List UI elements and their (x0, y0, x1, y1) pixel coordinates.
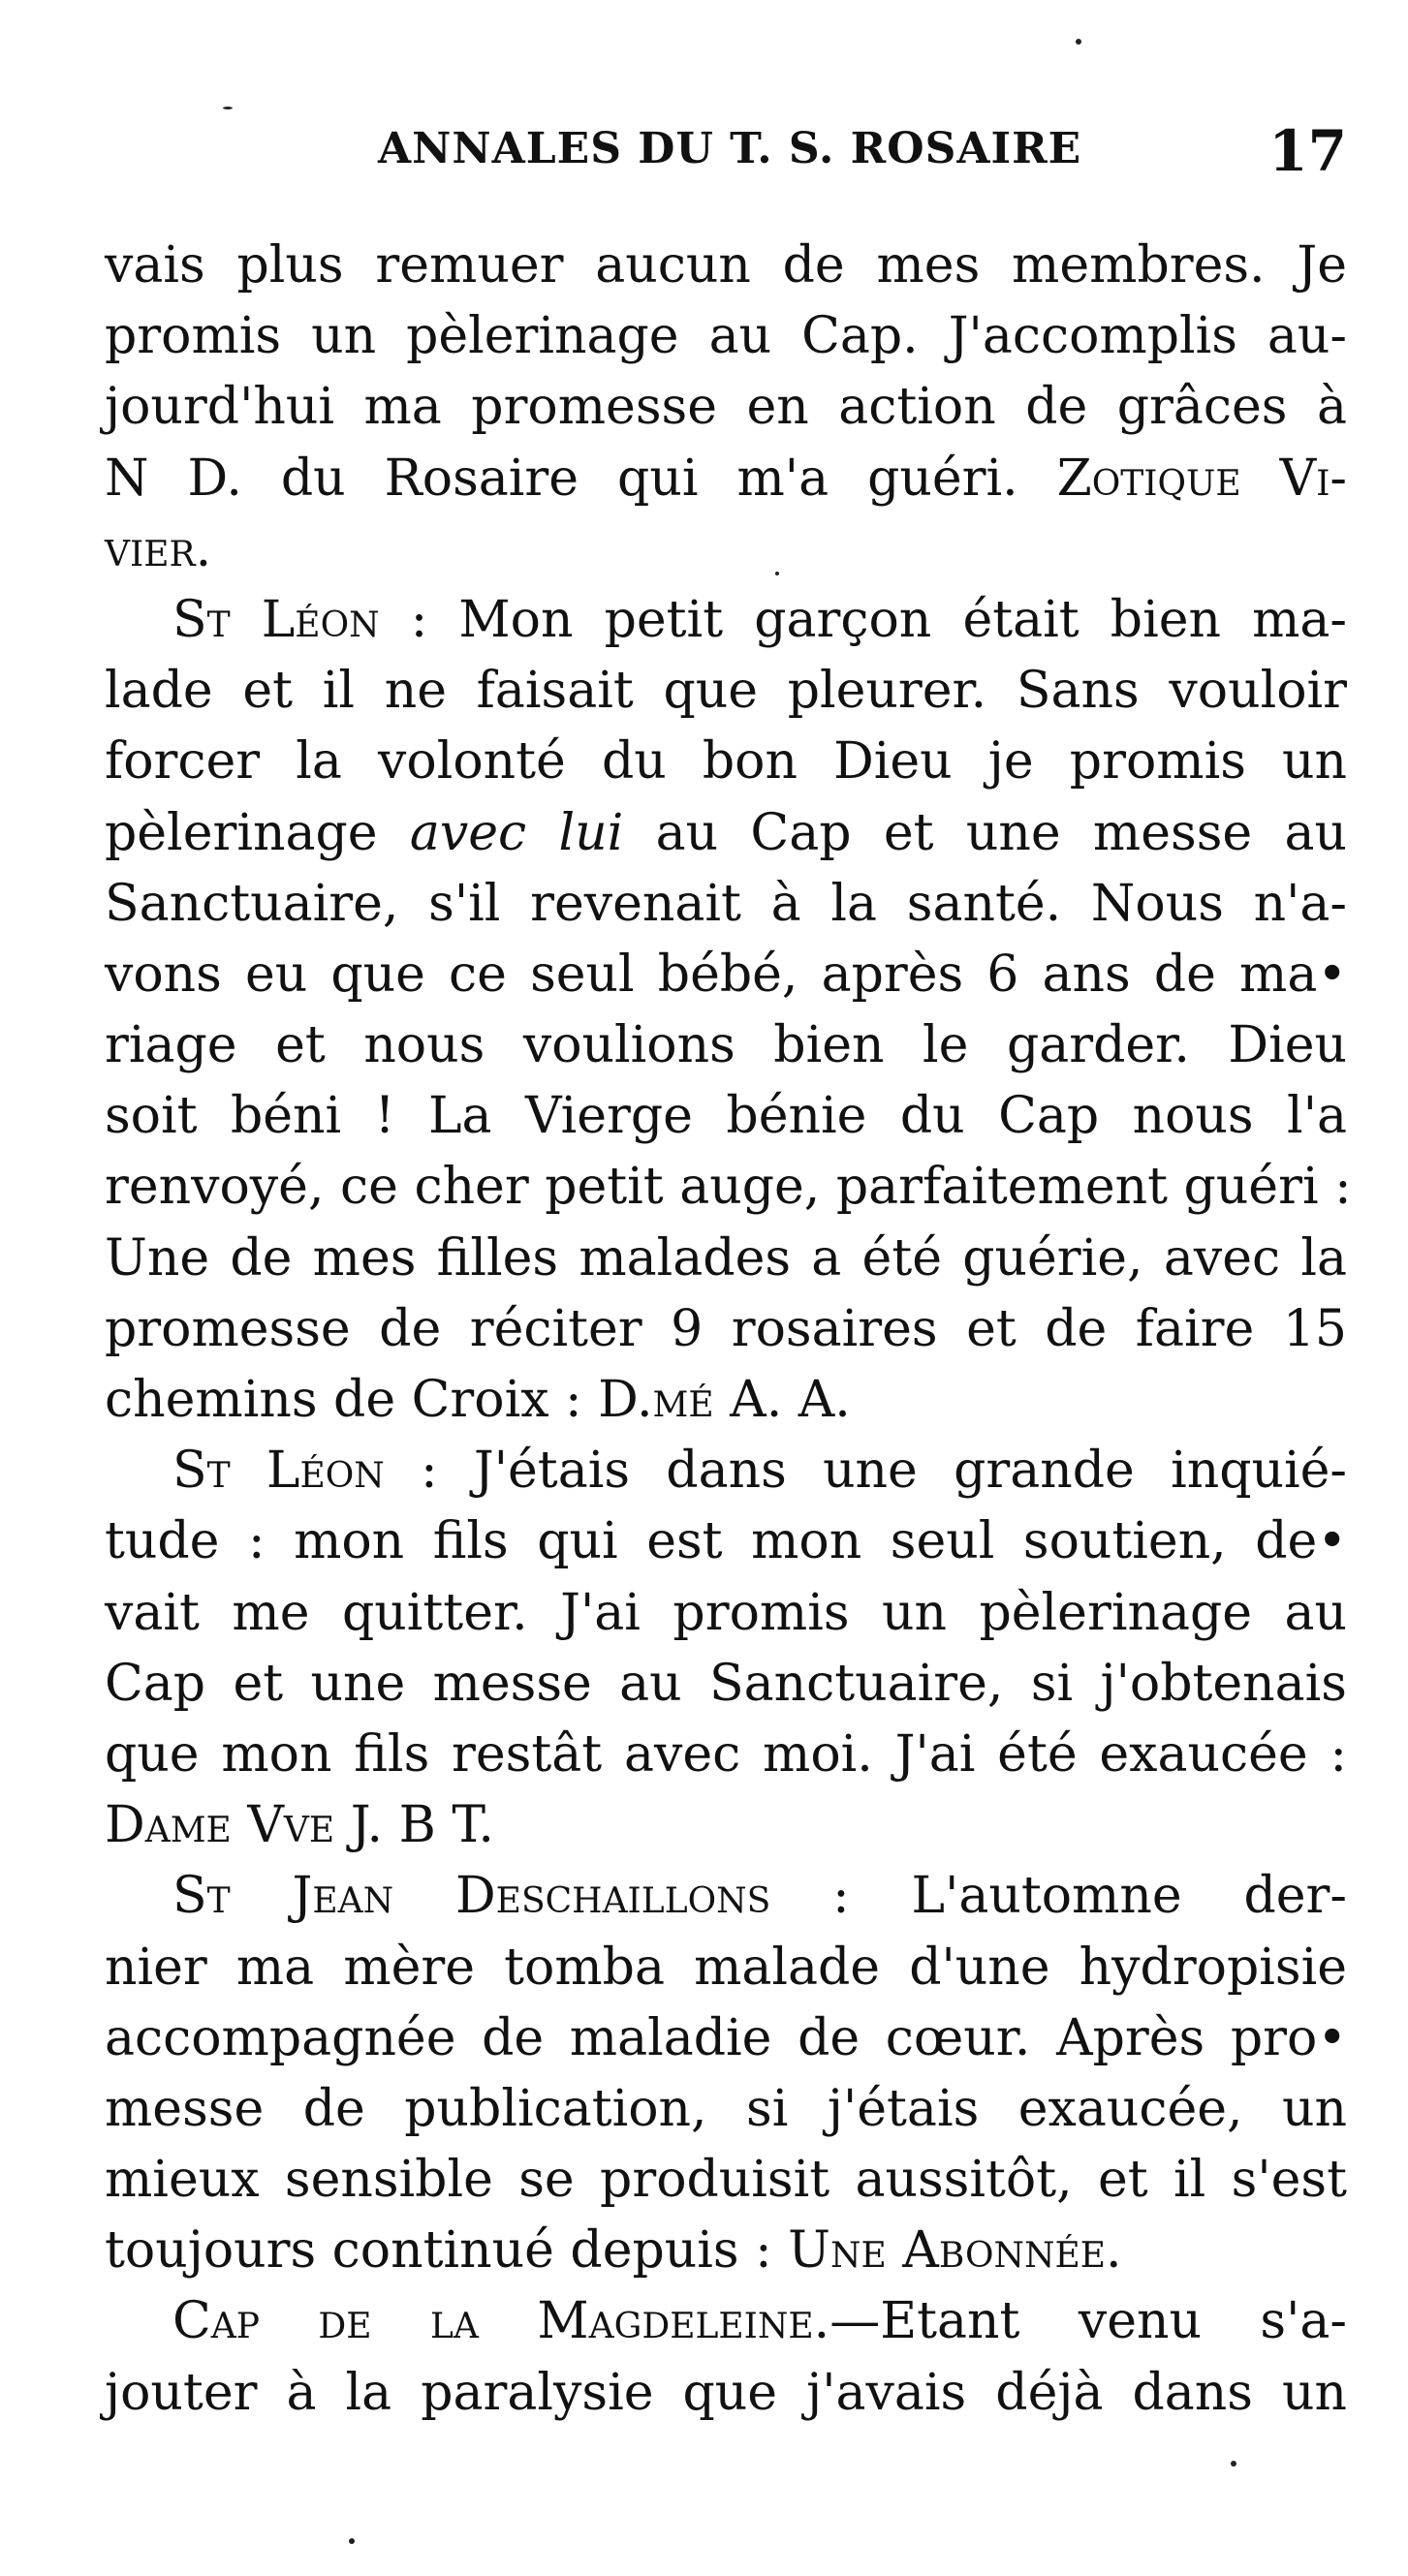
text-run: promesse de réciter 9 rosaires et de faire 15 (105, 1299, 1347, 1358)
text-line (105, 2145, 1347, 2216)
scan-speck (223, 107, 233, 109)
text-line (105, 1294, 1347, 1365)
small-caps-run: Dame Vve J. B T. (105, 1796, 494, 1855)
text-run: pèlerinage (105, 803, 410, 862)
text-line (105, 372, 1347, 443)
text-line (105, 1790, 1347, 1861)
text-run: riage et nous voulions bien le garder. Dieu (105, 1016, 1347, 1075)
text-line (105, 1010, 1347, 1081)
text-line (105, 1933, 1347, 2003)
text-line (105, 727, 1347, 797)
text-line (105, 656, 1347, 727)
text-run: au Cap et une messe au (623, 803, 1347, 862)
running-title: ANNALES DU T. S. ROSAIRE (378, 124, 1082, 173)
small-caps-run: St Léon (172, 590, 380, 649)
text-line (105, 1081, 1347, 1152)
text-line (105, 1224, 1347, 1294)
text-run: : L'automne der- (770, 1867, 1347, 1926)
text-run: Une de mes filles malades a été guérie, avec la (105, 1228, 1347, 1288)
small-caps-run: St Léon (172, 1442, 385, 1501)
text-run: —Etant venu s'a- (829, 2292, 1347, 2351)
small-caps-run: vier. (105, 519, 212, 578)
text-run: : Mon petit garçon était bien ma- (379, 590, 1347, 649)
text-line (105, 1365, 1347, 1436)
scan-speck (775, 572, 779, 575)
text-run: vait me quitter. J'ai promis un pèlerinage au (105, 1583, 1347, 1642)
text-run: accompagnée de maladie de cœur. Après pro• (105, 2008, 1347, 2067)
text-line (105, 940, 1347, 1010)
text-run: jourd'hui ma promesse en action de grâces à (105, 378, 1347, 437)
italic-run: avec lui (409, 803, 624, 862)
text-line (105, 1578, 1347, 1649)
page-header (378, 118, 1347, 192)
text-line (105, 2074, 1347, 2145)
text-run: Cap et une messe au Sanctuaire, si j'obtenais (105, 1654, 1347, 1713)
text-line (105, 301, 1347, 372)
text-run: nier ma mère tomba malade d'une hydropisie (105, 1938, 1347, 1997)
text-line (105, 1152, 1352, 1223)
text-run: N D. du Rosaire qui m'a guéri. (105, 449, 1057, 508)
text-line (105, 1506, 1347, 1577)
text-line (105, 1436, 1347, 1506)
text-run: jouter à la paralysie que j'avais déjà dans un (105, 2363, 1347, 2422)
text-line (105, 2286, 1347, 2357)
text-run: vons eu que ce seul bébé, après 6 ans de ma• (105, 945, 1347, 1004)
scan-speck (349, 2538, 355, 2544)
small-caps-run: Une Abonnée. (788, 2221, 1122, 2281)
text-run: renvoyé, ce cher petit auge, parfaitement guéri : (105, 1158, 1352, 1217)
scan-speck (1076, 39, 1081, 45)
text-line (105, 2216, 1347, 2286)
small-caps-run: D.mé A. A. (598, 1371, 851, 1429)
text-line (105, 585, 1347, 656)
text-line (105, 869, 1347, 940)
text-run: messe de publication, si j'étais exaucée, un (105, 2079, 1347, 2138)
body-text (105, 231, 1352, 2429)
text-line (105, 2358, 1347, 2429)
small-caps-run: St Jean Deschaillons (172, 1867, 771, 1926)
text-run: Sanctuaire, s'il revenait à la santé. Nous n'a- (105, 874, 1347, 933)
text-run: tude : mon fils qui est mon seul soutien, de• (105, 1512, 1347, 1571)
text-line (105, 444, 1347, 514)
text-run: lade et il ne faisait que pleurer. Sans vouloir (105, 662, 1347, 721)
text-run: toujours continué depuis : (105, 2221, 789, 2281)
text-line (105, 2003, 1347, 2074)
scan-speck (1231, 2461, 1236, 2467)
text-line (105, 798, 1347, 869)
text-line (105, 231, 1347, 301)
page-number: 17 (1268, 118, 1347, 184)
text-run: que mon fils restât avec moi. J'ai été exaucée : (105, 1724, 1347, 1784)
text-line (105, 1720, 1347, 1790)
text-run: promis un pèlerinage au Cap. J'accomplis au- (105, 307, 1347, 366)
small-caps-run: Cap de la Magdeleine. (172, 2292, 830, 2351)
text-run: : J'étais dans une grande inquié- (384, 1442, 1347, 1501)
text-line (105, 514, 1347, 585)
small-caps-run: Zotique Vi- (1056, 449, 1347, 508)
text-run: forcer la volonté du bon Dieu je promis un (105, 732, 1347, 791)
text-line (105, 1649, 1347, 1720)
text-run: chemins de Croix : (105, 1371, 599, 1429)
text-run: vais plus remuer aucun de mes membres. Je (105, 236, 1347, 295)
text-run: soit béni ! La Vierge bénie du Cap nous l'a (105, 1087, 1347, 1146)
text-run: mieux sensible se produisit aussitôt, et il s'est (105, 2151, 1347, 2210)
text-line (105, 1861, 1347, 1932)
